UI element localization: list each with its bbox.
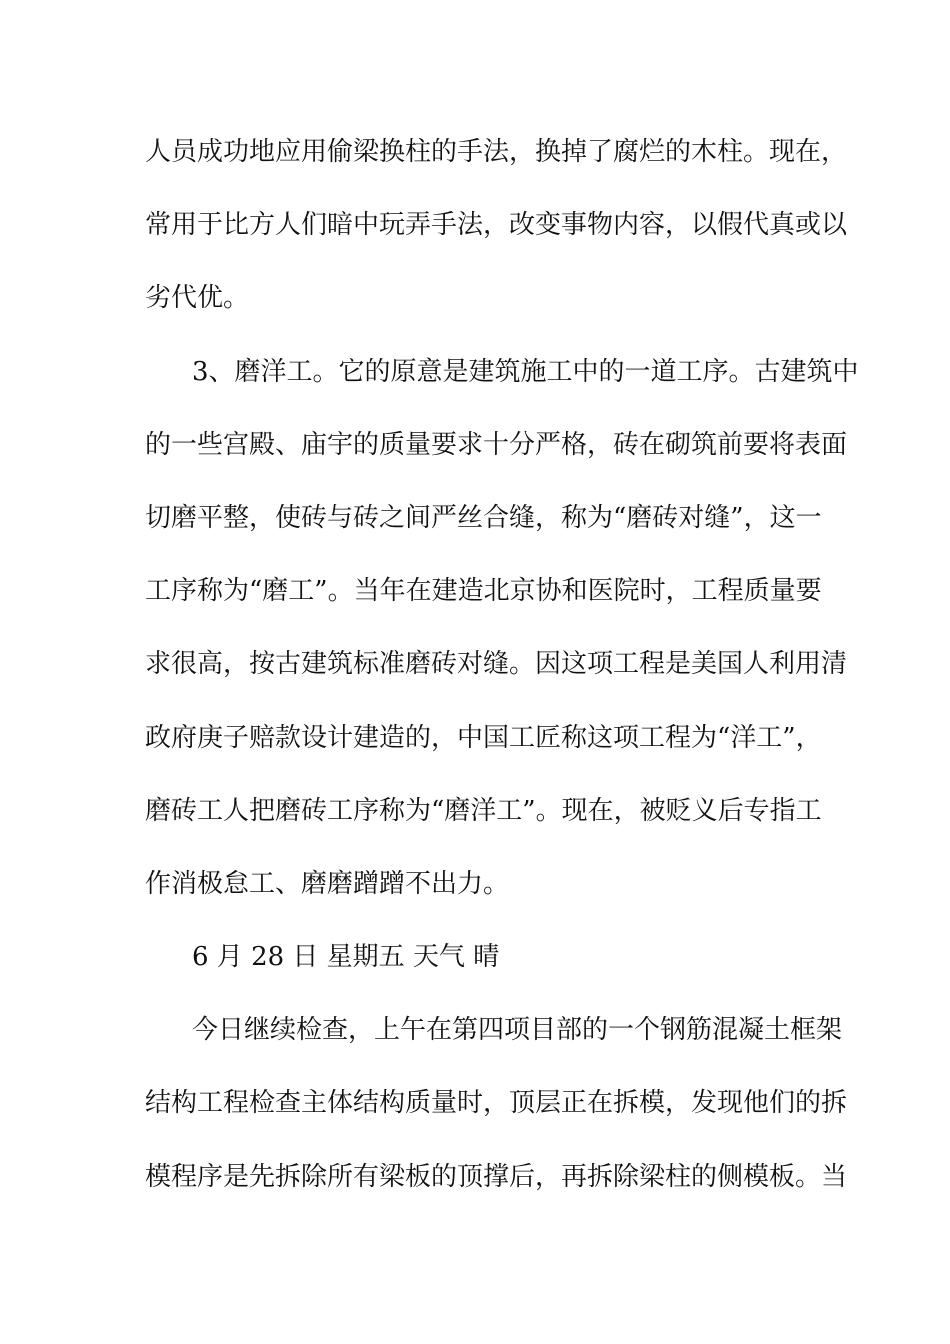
text-line: 磨砖工人把磨砖工序称为“磨洋工”。现在，被贬义后专指工: [145, 795, 822, 826]
date-heading: 6 月 28 日 星期五 天气 晴: [192, 942, 500, 973]
body-text: [145, 126, 859, 1224]
text-line: 结构工程检查主体结构质量时，顶层正在拆模，发现他们的拆: [145, 1088, 848, 1119]
text-line: 政府庚子赔款设计建造的，中国工匠称这项工程为“洋工”，: [145, 722, 822, 753]
text-line: 切磨平整，使砖与砖之间严丝合缝，称为“磨砖对缝”，这一: [145, 502, 822, 533]
text-line: 人员成功地应用偷梁换柱的手法，换掉了腐烂的木柱。现在，: [145, 137, 848, 167]
text-line: 劣代优。: [145, 283, 250, 314]
text-line: 今日继续检查，上午在第四项目部的一个钢筋混凝土框架: [192, 1015, 843, 1046]
text-line: 作消极怠工、磨磨蹭蹭不出力。: [145, 868, 510, 899]
text-line: 求很高，按古建筑标准磨砖对缝。因这项工程是美国人利用清: [145, 649, 848, 680]
text-line: 的一些宫殿、庙宇的质量要求十分严格，砖在砌筑前要将表面: [145, 429, 848, 460]
text-line: 3、磨洋工。它的原意是建筑施工中的一道工序。古建筑中: [192, 356, 859, 387]
text-line: 常用于比方人们暗中玩弄手法，改变事物内容，以假代真或以: [145, 210, 848, 241]
text-line: 模程序是先拆除所有梁板的顶撑后，再拆除梁柱的侧模板。当: [145, 1161, 848, 1192]
text-line: 工序称为“磨工”。当年在建造北京协和医院时，工程质量要: [145, 576, 822, 607]
